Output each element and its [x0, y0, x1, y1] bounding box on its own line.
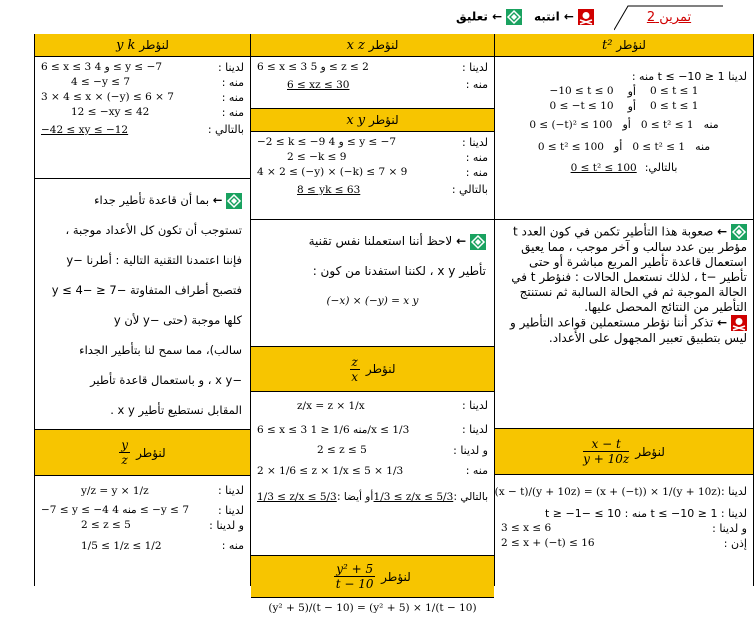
yk-ladayna: لدينا :: [217, 61, 244, 74]
title-math: t²: [602, 38, 613, 53]
title-xt: [495, 429, 753, 475]
zx-line2: [257, 417, 488, 443]
zx-l2: 6 ≤ x ≤ 3 منه 1/6 ≤ 1/x ≤ 1/3: [257, 424, 410, 436]
title-math: x z: [346, 38, 365, 53]
comment-xy-text2: تأطير x y ، لكننا استفدنا من كون :: [312, 264, 486, 278]
title-fraction: [119, 438, 130, 467]
legend-warning-label: انتبه: [534, 9, 560, 24]
t2-bittali: بالتالي:: [644, 161, 678, 174]
comment-diamond-icon: [226, 193, 242, 209]
xz-line2: [257, 75, 488, 95]
cell-yz-body: [35, 476, 250, 586]
xz-line1: [257, 60, 488, 75]
or-label: أو: [622, 118, 631, 131]
xt-ladayna: لدينا :: [720, 485, 747, 498]
t2-line5: [501, 136, 747, 158]
header-bar: [0, 0, 754, 34]
title-yz: [35, 430, 250, 476]
xt-line4: [501, 536, 747, 551]
xt-l4: 2 ≤ x + (−t) ≤ 16: [501, 537, 595, 549]
yk-line5: [41, 120, 244, 140]
zx-line3: [257, 443, 488, 458]
yk-l4: 12 ≤ −xy ≤ 42: [71, 106, 150, 118]
title-math: x y: [346, 113, 366, 128]
yz-line3: [41, 518, 244, 533]
xz-minh: منه :: [465, 78, 488, 91]
xy-l1: −2 ≤ k ≤ −9 و 4 ≤ y ≤ −7: [257, 136, 397, 148]
yz-ladayna: لدينا :: [217, 484, 244, 497]
xy-line1: [257, 135, 488, 150]
yz-l2: −7 ≤ y ≤ −4 منه 4 ≤ −y ≤ 7: [41, 504, 189, 516]
comment-yk-text5: كلها موجبة (حتى −y لأن y: [113, 313, 242, 327]
column-middle: [250, 34, 495, 614]
yz-ladayna: لدينا :: [217, 504, 244, 517]
t2-l2b: 0 ≤ t ≤ 1: [649, 85, 699, 97]
xy-bittali: بالتالي :: [451, 183, 488, 196]
title-word: لنؤطر: [139, 38, 169, 52]
title-word: لنؤطر: [616, 38, 646, 52]
xy-minh: منه :: [465, 166, 488, 179]
yk-l3: 3 × 4 ≤ x × (−y) ≤ 6 × 7: [41, 91, 174, 103]
title-yt: [251, 556, 494, 598]
fraction-numerator: y² + 5: [336, 562, 374, 576]
cell-xz-body: [251, 57, 494, 109]
or-label: أو: [627, 100, 636, 113]
zx-ladayna: لدينا :: [461, 423, 488, 436]
fraction-numerator: z: [351, 354, 358, 369]
t2-l2a: −10 ≤ t ≤ 0: [549, 85, 614, 97]
column-left: [34, 34, 251, 586]
xy-line4: [257, 180, 488, 200]
title-t2: [495, 34, 753, 57]
comment-xy-text1: لاحظ أننا استعملنا نفس تقنية: [308, 234, 453, 248]
comment-diamond-icon: [731, 224, 747, 240]
yz-l4: 1/5 ≤ 1/z ≤ 1/2: [81, 540, 162, 552]
t2-result: [501, 158, 747, 178]
xt-idhan: إذن :: [723, 537, 747, 550]
skull-warning-icon: [578, 9, 594, 25]
t2-res: 0 ≤ t² ≤ 100: [570, 162, 637, 174]
title-zx: [251, 347, 494, 392]
comment-xy-formula: (−x) × (−y) = x y: [326, 295, 419, 307]
cell-zx-body: [251, 392, 494, 556]
fraction-denominator: t − 10: [335, 577, 374, 591]
comment-diamond-icon: [470, 234, 486, 250]
comment-arrow: ←: [456, 234, 467, 248]
t2-line2: [501, 84, 747, 99]
zx-ladayna: لدينا :: [461, 399, 488, 412]
zx-l1: z/x = z × 1/x: [297, 400, 365, 412]
t2-line4: [501, 114, 747, 136]
yz-line4: [41, 533, 244, 559]
zx-l4: 2 × 1/6 ≤ z × 1/x ≤ 5 × 1/3: [257, 465, 404, 477]
title-word: لنؤطر: [635, 444, 665, 459]
title-word: لنؤطر: [136, 445, 166, 460]
comment-yk-text4: فتصبح أطراف المتفاوتة −7 ≤ −y ≤ 4: [51, 283, 242, 297]
yk-l1: 6 ≤ x ≤ 3 و 4 ≤ y ≤ −7: [41, 61, 163, 73]
legend-arrow: ←: [492, 9, 503, 24]
yz-l1: y/z = y × 1/z: [81, 485, 149, 497]
cell-comment-t2: [495, 220, 753, 429]
legend-comment-label: تعليق: [456, 9, 488, 24]
t2-line1: لدينا 1 ≤ t ≤ −10 منه :: [631, 70, 747, 83]
yk-res: −42 ≤ xy ≤ −12: [41, 124, 129, 136]
title-math: y k: [116, 38, 136, 53]
zx-l3: 2 ≤ z ≤ 5: [317, 444, 367, 456]
zx-minh: منه :: [465, 464, 488, 477]
yz-minh: منه :: [221, 539, 244, 552]
title-word: لنؤطر: [368, 38, 399, 52]
xy-l3: 4 × 2 ≤ (−y) × (−k) ≤ 7 × 9: [257, 166, 408, 178]
legend-warning: [534, 9, 594, 25]
xy-res: 8 ≤ yk ≤ 63: [297, 184, 361, 196]
yk-minh: منه :: [221, 76, 244, 89]
cell-comment-yk: [35, 179, 250, 430]
t2-l5b: 0 ≤ t² ≤ 1: [632, 141, 686, 153]
xy-minh: منه :: [465, 151, 488, 164]
cell-t2-body: [495, 57, 753, 220]
comment-diamond-icon: [506, 9, 522, 25]
xt-l1: (x − t)/(y + 10z) = (x + (−t)) × 1/(y + 10z): [494, 486, 721, 498]
column-right: [494, 34, 754, 586]
title-yk: [35, 34, 250, 57]
zx-bittali: بالتالي :: [453, 491, 488, 503]
zx-l5: 1/3 ≤ z/x ≤ 5/3: [373, 491, 454, 503]
or-label: أو: [613, 140, 623, 153]
t2-l4a: 0 ≤ (−t)² ≤ 100: [529, 119, 613, 131]
comment-yk-line1: [43, 185, 242, 215]
comment-yk-text1: بما أن قاعدة تأطير جداء: [94, 193, 210, 207]
yk-line1: [41, 60, 244, 75]
title-fraction: [583, 437, 629, 466]
yt-l1: (y² + 5)/(t − 10) = (y² + 5) × 1/(t − 10): [268, 602, 477, 614]
comment-xy-line1: [259, 226, 486, 256]
xz-res: 6 ≤ xz ≤ 30: [287, 79, 350, 91]
yk-bittali: بالتالي :: [207, 123, 244, 136]
xt-l3: 3 ≤ x ≤ 6: [501, 522, 552, 534]
fraction-denominator: z: [121, 453, 128, 467]
zx-wa-ladayna: و لدينا :: [453, 444, 488, 457]
legend-arrow: ←: [563, 9, 574, 24]
t2-l5a: 0 ≤ t² ≤ 100: [537, 141, 604, 153]
title-xz: [251, 34, 494, 57]
t2-minh: منه: [695, 140, 711, 153]
yz-line2: [41, 503, 244, 518]
xy-line2: [257, 150, 488, 165]
yk-minh: منه :: [221, 106, 244, 119]
xz-l1: 6 ≤ x ≤ 3 و 5 ≤ z ≤ 2: [257, 61, 369, 73]
xt-line2: لدينا : 1 ≤ t ≤ −10 منه : 10 ≥ −t ≥ −1: [544, 507, 747, 520]
title-xy: [251, 109, 494, 132]
exercise-tab[interactable]: [614, 5, 724, 31]
xy-line3: [257, 165, 488, 180]
fraction-denominator: y + 10z: [583, 452, 630, 466]
title-word: لنؤطر: [368, 113, 399, 127]
xt-wa-ladayna: و لدينا :: [712, 522, 747, 535]
or-label: أو: [627, 85, 636, 98]
cell-comment-xy: [251, 220, 494, 347]
comment-yk-text7: −x y ، و باستعمال قاعدة تأطير: [90, 373, 242, 387]
yk-l2: 4 ≤ −y ≤ 7: [71, 76, 131, 88]
title-word: لنؤطر: [365, 362, 396, 376]
xt-line3: [501, 521, 747, 536]
yk-line4: [41, 105, 244, 120]
comment-yk-text3: فإننا اعتمدنا التقنية التالية : أطرنا −y: [66, 253, 242, 267]
comment-t2-text2: تذكر أننا نؤطر مستعملين قواعد التأطير و ليس بتطبيق تعبير المجهول على الأعداد.: [509, 315, 747, 345]
title-fraction: [350, 355, 360, 384]
yz-wa-ladayna: و لدينا :: [209, 519, 244, 532]
cell-yk-body: [35, 57, 250, 179]
xz-ladayna: لدينا :: [461, 61, 488, 74]
t2-l3b: 0 ≤ t ≤ 1: [649, 100, 699, 112]
comment-arrow: ←: [212, 193, 223, 207]
fraction-denominator: x: [351, 369, 359, 384]
yk-minh: منه :: [221, 91, 244, 104]
t2-l4b: 0 ≤ t² ≤ 1: [640, 119, 694, 131]
yz-line1: [41, 479, 244, 503]
title-word: لنؤطر: [381, 569, 411, 584]
title-fraction: [334, 562, 375, 591]
fraction-numerator: y: [121, 438, 129, 452]
fraction-numerator: x − t: [583, 437, 629, 452]
t2-l3a: 0 ≤ −t ≤ 10: [549, 100, 614, 112]
zx-l6: 1/3 ≤ z/x ≤ 5/3: [257, 491, 337, 503]
comment-t2-p2: [501, 315, 747, 346]
t2-minh: منه: [703, 118, 719, 131]
zx-line1: [257, 395, 488, 417]
skull-warning-icon: [731, 315, 747, 331]
comment-yk-text6: سالب)، مما سمح لنا بتأطير الجداء: [79, 343, 242, 357]
comment-yk-text2: تستوجب أن تكون كل الأعداد موجبة ،: [65, 223, 242, 237]
warning-arrow: ←: [717, 315, 728, 330]
comment-t2-p1: [501, 224, 747, 315]
zx-also: أو أيضا :: [336, 491, 374, 503]
zx-line5: [257, 484, 488, 510]
yk-line2: [41, 75, 244, 90]
xy-l2: 2 ≤ −k ≤ 9: [287, 151, 347, 163]
cell-xy-body: [251, 132, 494, 220]
yk-line3: [41, 90, 244, 105]
yz-l3: 2 ≤ z ≤ 5: [81, 519, 131, 531]
zx-line4: [257, 458, 488, 484]
cell-xt-body: [495, 475, 753, 586]
cell-yt-body: [251, 598, 494, 620]
t2-line3: [501, 99, 747, 114]
comment-t2-text1: صعوبة هذا التأطير تكمن في كون العدد t مؤطر بين عدد سالب و آخر موجب ، مما يعيق استعمال قاعدة تأطير المربع مباشرة أو حتى تأطير −t ، لذلك نستعمل الحالات : فنؤطر t في الحالة الموجبة ثم في الحالة السالبة ثم نستنتج التأطير من النتائج المحصل عليها.: [511, 224, 747, 314]
comment-yk-text8: المقابل نستطيع تأطير x y .: [110, 403, 242, 417]
xt-line1: [494, 478, 747, 506]
exercise-tab-label[interactable]: تمرين 2: [646, 10, 692, 25]
xy-ladayna: لدينا :: [461, 136, 488, 149]
legend-comment: [456, 9, 522, 25]
comment-arrow: ←: [717, 224, 728, 239]
